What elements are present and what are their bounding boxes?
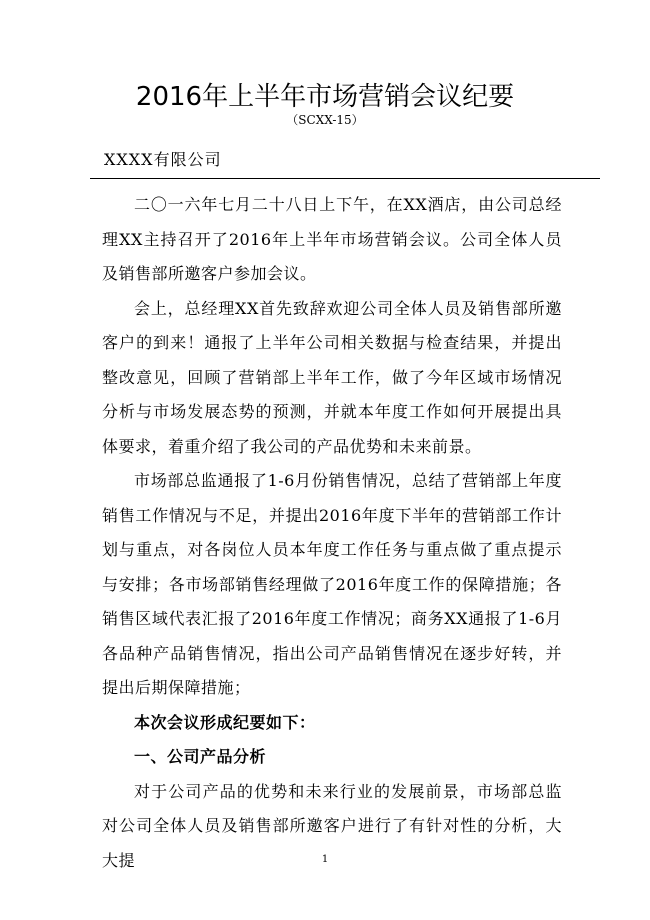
paragraph-sales-report: 市场部总监通报了1-6月份销售情况，总结了营销部上年度销售工作情况与不足，并提出2016年度下半年的营销部工作计划与重点，对各岗位人员本年度工作任务与重点做了重点提示与安排；各市场部销售经理做了2016年度工作的保障措施；各销售区域代表汇报了2016年度工作情况；商务XX通报了1-6月各品种产品销售情况，指出公司产品销售情况在逐步好转，并提出后期保障措施；	[102, 471, 562, 697]
section-heading: 一、公司产品分析	[134, 747, 267, 766]
paragraph-gm-speech: 会上，总经理XX首先致辞欢迎公司全体人员及销售部所邀客户的到来！通报了上半年公司相关数据与检查结果，并提出整改意见，回顾了营销部上半年工作，做了今年区域市场情况分析与市场发展态势的预测，并就本年度工作如何开展提出具体要求，着重介绍了我公司的产品优势和未来前景。	[102, 298, 562, 456]
paragraph-opening: 二〇一六年七月二十八日上下午，在XX酒店，由公司总经理XX主持召开了2016年上半年市场营销会议。公司全体人员及销售部所邀客户参加会议。	[102, 195, 562, 283]
document-body	[102, 188, 562, 878]
summary-heading: 本次会议形成纪要如下：	[134, 712, 316, 732]
document-code: （SCXX-15）	[286, 113, 364, 127]
company-name: XXXX有限公司	[104, 150, 222, 169]
header-divider	[90, 178, 600, 179]
paragraph-product-analysis: 对于公司产品的优势和未来行业的发展前景，市场部总监对公司全体人员及销售部所邀客户进行了有针对性的分析，大大提	[102, 781, 562, 870]
page-number: 1	[321, 854, 329, 865]
document-title: 2016年上半年市场营销会议纪要	[135, 82, 515, 112]
